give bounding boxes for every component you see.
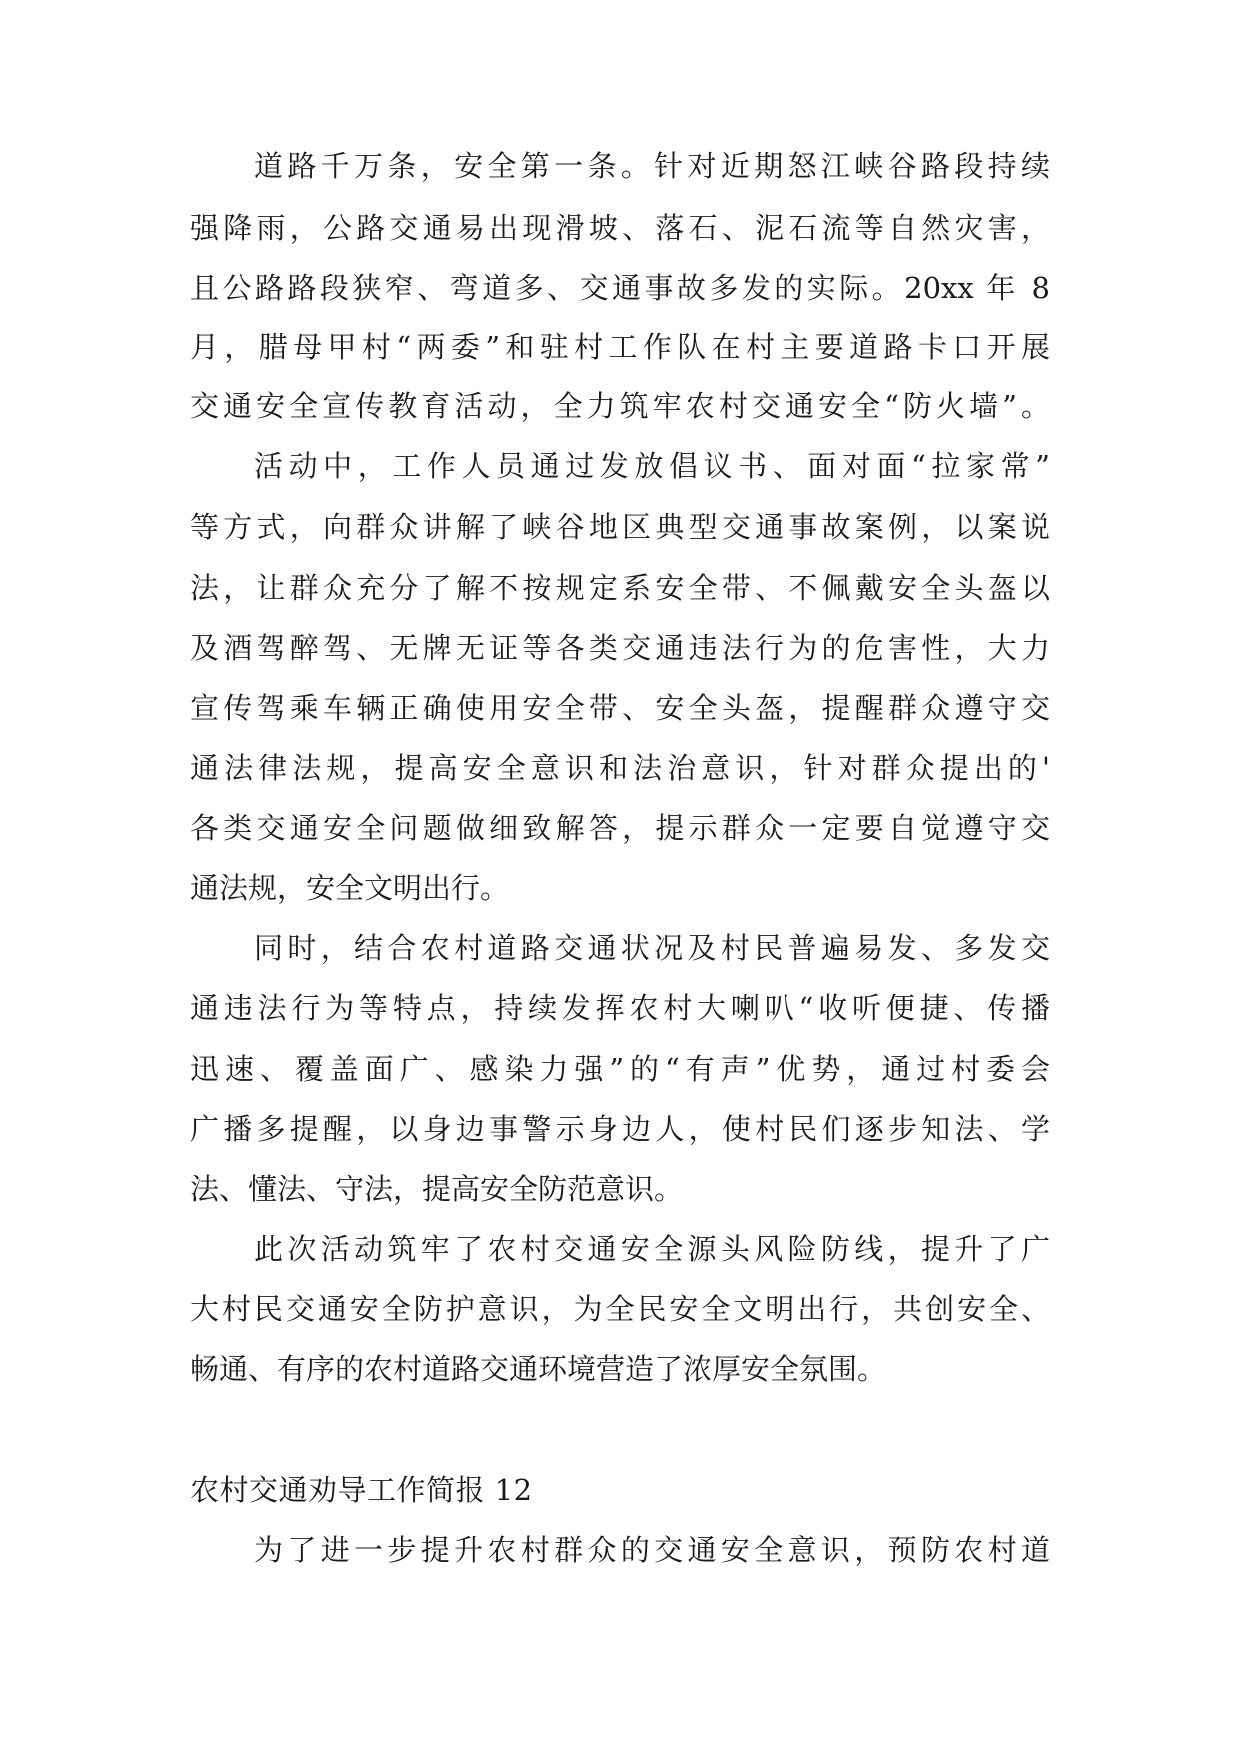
- paragraph-3-line-2: 通违法行为等特点，持续发挥农村大喇叭“收听便捷、传播: [190, 991, 1050, 1025]
- paragraph-2-line-7: 各类交通安全问题做细致解答，提示群众一定要自觉遵守交: [190, 811, 1050, 845]
- paragraph-2-line-6: 通法律法规，提高安全意识和法治意识，针对群众提出的': [190, 751, 1050, 785]
- paragraph-1-line-1: 道路千万条，安全第一条。针对近期怒江峡谷路段持续: [254, 149, 1050, 183]
- paragraph-2-line-5: 宣传驾乘车辆正确使用安全带、安全头盔，提醒群众遵守交: [190, 691, 1050, 725]
- paragraph-4-line-3: 畅通、有序的农村道路交通环境营造了浓厚安全氛围。: [190, 1352, 887, 1386]
- paragraph-3-line-3: 迅速、覆盖面广、感染力强”的“有声”优势，通过村委会: [190, 1052, 1050, 1086]
- paragraph-1-line-5: 交通安全宣传教育活动，全力筑牢农村交通安全“防火墙”。: [190, 389, 1050, 423]
- paragraph-1-line-2: 强降雨，公路交通易出现滑坡、落石、泥石流等自然灾害，: [190, 211, 1050, 245]
- paragraph-3-line-4: 广播多提醒，以身边事警示身边人，使村民们逐步知法、学: [190, 1112, 1050, 1146]
- paragraph-2-line-8: 通法规，安全文明出行。: [190, 871, 510, 905]
- paragraph-2-line-2: 等方式，向群众讲解了峡谷地区典型交通事故案例，以案说: [190, 510, 1050, 544]
- closing-paragraph-line-1: 为了进一步提升农村群众的交通安全意识，预防农村道: [254, 1533, 1050, 1567]
- paragraph-2-line-4: 及酒驾醉驾、无牌无证等各类交通违法行为的危害性，大力: [190, 631, 1050, 665]
- paragraph-2-line-1: 活动中，工作人员通过发放倡议书、面对面“拉家常”: [254, 449, 1050, 483]
- paragraph-2-line-3: 法，让群众充分了解不按规定系安全带、不佩戴安全头盔以: [190, 571, 1050, 605]
- section-heading: 农村交通劝导工作简报 12: [190, 1473, 533, 1507]
- paragraph-3-line-1: 同时，结合农村道路交通状况及村民普遍易发、多发交: [254, 931, 1050, 965]
- paragraph-4-line-2: 大村民交通安全防护意识，为全民安全文明出行，共创安全、: [190, 1292, 1050, 1326]
- paragraph-1-line-3: 且公路路段狭窄、弯道多、交通事故多发的实际。20xx 年 8: [190, 271, 1050, 305]
- paragraph-4-line-1: 此次活动筑牢了农村交通安全源头风险防线，提升了广: [254, 1232, 1050, 1266]
- paragraph-3-line-5: 法、懂法、守法，提高安全防范意识。: [190, 1172, 684, 1206]
- paragraph-1-line-4: 月，腊母甲村“两委”和驻村工作队在村主要道路卡口开展: [190, 330, 1050, 364]
